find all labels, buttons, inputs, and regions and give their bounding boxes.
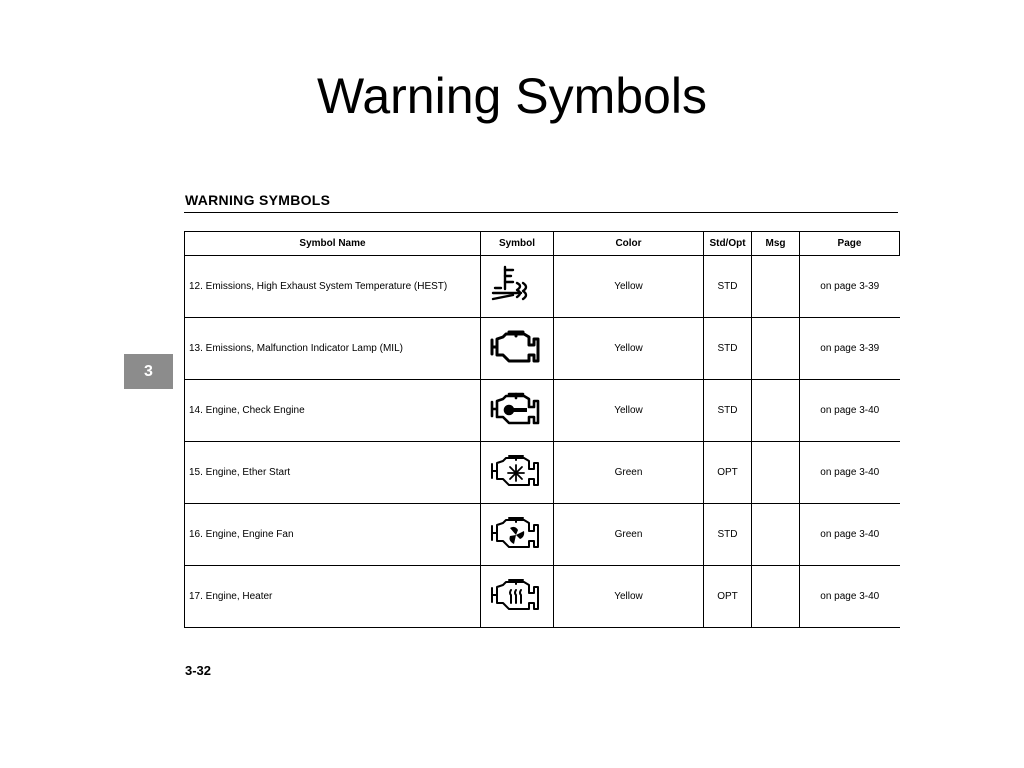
- header-symbol-name: Symbol Name: [185, 232, 481, 256]
- cell-symbol: [481, 318, 554, 380]
- cell-std-opt: STD: [704, 380, 752, 442]
- header-msg: Msg: [752, 232, 800, 256]
- cell-symbol: [481, 442, 554, 504]
- cell-page: on page 3-39: [800, 256, 900, 318]
- cell-symbol-name: 15. Engine, Ether Start: [185, 442, 481, 504]
- cell-page: on page 3-40: [800, 504, 900, 566]
- heading-rule: [184, 212, 898, 213]
- page-number: 3-32: [185, 663, 212, 678]
- cell-color: Yellow: [554, 380, 704, 442]
- cell-std-opt: OPT: [704, 566, 752, 628]
- table-row: [185, 442, 900, 504]
- engine-heater-icon: [487, 571, 547, 619]
- cell-color: Yellow: [554, 566, 704, 628]
- cell-page: on page 3-40: [800, 380, 900, 442]
- cell-msg: [752, 566, 800, 628]
- cell-color: Yellow: [554, 318, 704, 380]
- cell-symbol-name: 12. Emissions, High Exhaust System Temperature (HEST): [185, 256, 481, 318]
- hest-icon: [487, 261, 547, 309]
- document-heading: WARNING SYMBOLS: [185, 192, 331, 208]
- cell-msg: [752, 256, 800, 318]
- cell-color: Green: [554, 442, 704, 504]
- cell-symbol: [481, 504, 554, 566]
- cell-std-opt: STD: [704, 504, 752, 566]
- cell-symbol: [481, 380, 554, 442]
- cell-page: on page 3-40: [800, 442, 900, 504]
- cell-symbol: [481, 566, 554, 628]
- header-symbol: Symbol: [481, 232, 554, 256]
- cell-page: on page 3-39: [800, 318, 900, 380]
- cell-msg: [752, 504, 800, 566]
- table-header-row: [185, 232, 900, 256]
- header-color: Color: [554, 232, 704, 256]
- warning-symbols-table: [184, 231, 900, 628]
- slide-title: Warning Symbols: [317, 68, 707, 124]
- cell-msg: [752, 318, 800, 380]
- cell-symbol-name: 17. Engine, Heater: [185, 566, 481, 628]
- table-row: [185, 504, 900, 566]
- table-row: [185, 566, 900, 628]
- engine-fan-icon: [487, 509, 547, 557]
- table-row: [185, 380, 900, 442]
- table-row: [185, 256, 900, 318]
- cell-symbol: [481, 256, 554, 318]
- cell-std-opt: OPT: [704, 442, 752, 504]
- header-page: Page: [800, 232, 900, 256]
- table-row: [185, 318, 900, 380]
- cell-page: on page 3-40: [800, 566, 900, 628]
- cell-color: Green: [554, 504, 704, 566]
- check-engine-wrench-icon: [487, 385, 547, 433]
- cell-color: Yellow: [554, 256, 704, 318]
- ether-start-icon: [487, 447, 547, 495]
- chapter-tab: 3: [124, 354, 173, 389]
- cell-symbol-name: 13. Emissions, Malfunction Indicator Lamp (MIL): [185, 318, 481, 380]
- cell-msg: [752, 442, 800, 504]
- engine-mil-icon: [487, 323, 547, 371]
- cell-symbol-name: 16. Engine, Engine Fan: [185, 504, 481, 566]
- cell-std-opt: STD: [704, 318, 752, 380]
- cell-symbol-name: 14. Engine, Check Engine: [185, 380, 481, 442]
- cell-std-opt: STD: [704, 256, 752, 318]
- header-std-opt: Std/Opt: [704, 232, 752, 256]
- cell-msg: [752, 380, 800, 442]
